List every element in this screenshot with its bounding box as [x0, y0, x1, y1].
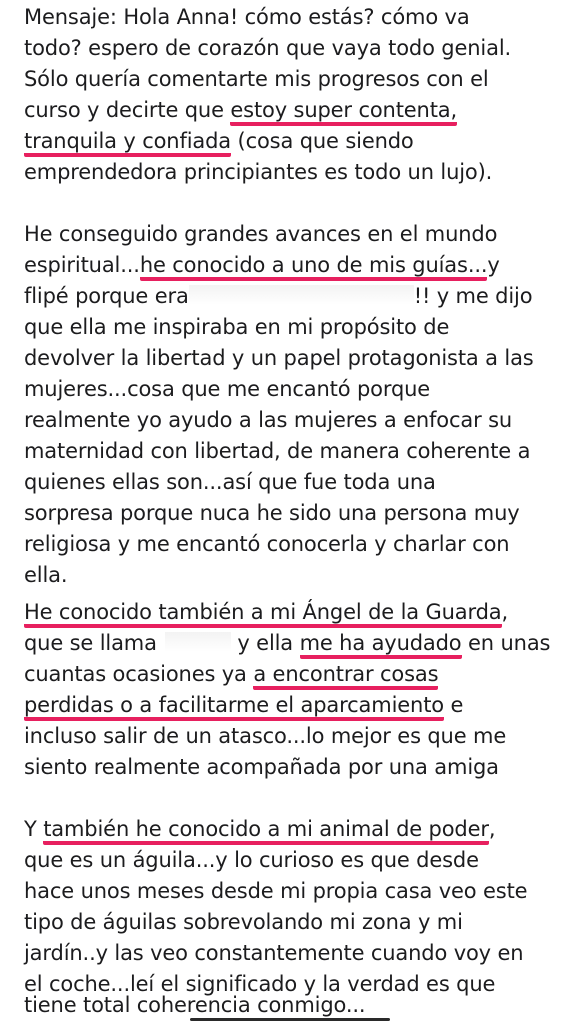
text-line — [24, 405, 512, 435]
text-line — [24, 990, 365, 1020]
text: Mensaje: Hola Anna! cómo estás? cómo va — [24, 5, 470, 29]
text-line — [24, 219, 497, 249]
highlighted-text: me ha ayudado — [300, 631, 462, 659]
text: Y — [24, 817, 44, 841]
text-line — [24, 343, 534, 373]
highlighted-text: perdidas o a facilitarme el aparcamiento — [24, 693, 444, 721]
text: cuantas ocasiones ya — [24, 662, 254, 686]
text: religiosa y me encantó conocerla y charlar con — [24, 532, 510, 556]
text: en unas — [461, 631, 551, 655]
text: jardín..y las veo constantemente cuando voy en — [24, 941, 524, 965]
text: que es un águila...y lo curioso es que desde — [24, 848, 479, 872]
text-line — [24, 876, 527, 906]
text: emprendedora principiantes es todo un lujo). — [24, 160, 493, 184]
text-line — [24, 690, 463, 720]
text: tipo de águilas sobrevolando mi zona y mi — [24, 910, 463, 934]
text-line — [24, 907, 463, 937]
text: espiritual... — [24, 253, 140, 277]
text: siento realmente acompañada por una amiga — [24, 755, 499, 779]
text: devolver la libertad y un papel protagonista a las — [24, 346, 534, 370]
highlighted-text: tranquila y confiada — [24, 129, 231, 157]
text-line — [24, 814, 495, 844]
text-line — [24, 436, 530, 466]
text-line — [24, 752, 499, 782]
text-line — [24, 64, 489, 94]
text: (cosa que siendo — [231, 129, 414, 153]
text-line — [24, 721, 506, 751]
highlighted-text: he conocido a uno de mis guías... — [140, 253, 488, 281]
text-line — [24, 628, 550, 658]
redacted-name — [165, 632, 231, 652]
text-line — [24, 659, 438, 689]
text: e — [443, 693, 464, 717]
text-line — [24, 157, 492, 187]
text: , — [501, 600, 509, 624]
text-line — [24, 126, 414, 156]
text: maternidad con libertad, de manera coherente a — [24, 439, 531, 463]
text: y ella — [230, 631, 300, 655]
text: !! y me dijo — [413, 284, 533, 308]
text: mujeres...cosa que me encantó porque — [24, 377, 431, 401]
text: y — [487, 253, 500, 277]
text-line — [24, 938, 523, 968]
text-line — [24, 845, 479, 875]
text-line — [24, 467, 436, 497]
text: hace unos meses desde mi propia casa veo este — [24, 879, 528, 903]
bottom-line — [190, 1018, 390, 1021]
text: realmente yo ayudo a las mujeres a enfocar su — [24, 408, 513, 432]
text: curso y decirte que — [24, 98, 231, 122]
text-line — [24, 560, 67, 590]
text-line — [24, 529, 509, 559]
text: , — [488, 817, 496, 841]
text: ella. — [24, 563, 68, 587]
text: He conseguido grandes avances en el mundo — [24, 222, 498, 246]
text-line — [24, 281, 532, 311]
text-line — [24, 2, 470, 32]
text: flipé porque era — [24, 284, 189, 308]
highlighted-text: también he conocido a mi animal de poder — [43, 817, 489, 845]
text: sorpresa porque nuca he sido una persona muy — [24, 501, 520, 525]
text-line — [24, 33, 511, 63]
highlighted-text: estoy super contenta, — [230, 98, 457, 126]
text-line — [24, 498, 520, 528]
text-line — [24, 312, 449, 342]
text: el coche...leí el significado y la verdad es que — [24, 972, 496, 996]
text: que ella me inspiraba en mi propósito de — [24, 315, 450, 339]
text: Sólo quería comentarte mis progresos con el — [24, 67, 489, 91]
highlighted-text: He conocido también a mi Ángel de la Guarda — [24, 600, 502, 628]
text-line — [24, 374, 430, 404]
text: todo? espero de corazón que vaya todo genial. — [24, 36, 512, 60]
text: incluso salir de un atasco...lo mejor es que me — [24, 724, 507, 748]
text-line — [24, 250, 500, 280]
text: quienes ellas son...así que fue toda una — [24, 470, 436, 494]
redacted-name — [189, 285, 414, 305]
text-line — [24, 597, 508, 627]
highlighted-text: a encontrar cosas — [253, 662, 438, 690]
text: que se llama — [24, 631, 157, 655]
text: tiene total coherencia conmigo... — [24, 993, 366, 1017]
text-line — [24, 95, 457, 125]
